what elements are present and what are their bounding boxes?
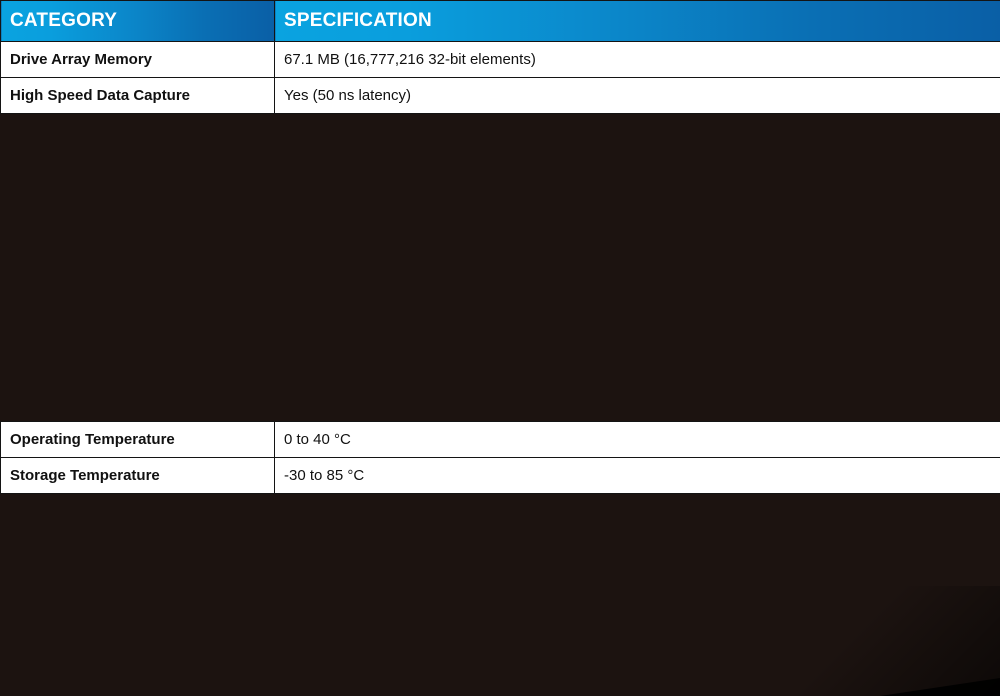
table-row xyxy=(1,422,1000,458)
row-specification-value: 67.1 MB (16,777,216 32-bit elements) xyxy=(284,51,536,68)
row-category-label: Storage Temperature xyxy=(10,467,160,484)
table-row xyxy=(1,42,1000,78)
column-header-specification-label: SPECIFICATION xyxy=(284,10,432,31)
row-specification-value: Yes (50 ns latency) xyxy=(284,87,412,104)
table-header xyxy=(1,1,1000,42)
table-header-row xyxy=(1,1,1000,42)
page-background-middle xyxy=(0,106,1000,421)
table-row xyxy=(1,458,1000,494)
specifications-table-memory xyxy=(0,0,1000,114)
table-body xyxy=(1,422,1000,494)
row-category-cell xyxy=(1,422,275,458)
row-specification-cell xyxy=(275,422,1000,458)
row-category-cell xyxy=(1,458,275,494)
row-specification-value: 0 to 40 °C xyxy=(284,431,351,448)
specifications-table-temperature xyxy=(0,421,1000,494)
table-row xyxy=(1,78,1000,114)
column-header-specification xyxy=(275,1,1000,42)
row-category-label: Drive Array Memory xyxy=(10,51,153,68)
row-specification-cell xyxy=(275,78,1000,114)
row-specification-cell xyxy=(275,42,1000,78)
row-category-label: Operating Temperature xyxy=(10,431,175,448)
row-specification-cell xyxy=(275,458,1000,494)
row-category-cell xyxy=(1,42,275,78)
row-category-cell xyxy=(1,78,275,114)
row-category-label: High Speed Data Capture xyxy=(10,87,191,104)
column-header-category xyxy=(1,1,275,42)
row-specification-value: -30 to 85 °C xyxy=(284,467,365,484)
table-body xyxy=(1,42,1000,114)
column-header-category-label: CATEGORY xyxy=(10,10,118,31)
page-background-bottom xyxy=(0,493,1000,696)
